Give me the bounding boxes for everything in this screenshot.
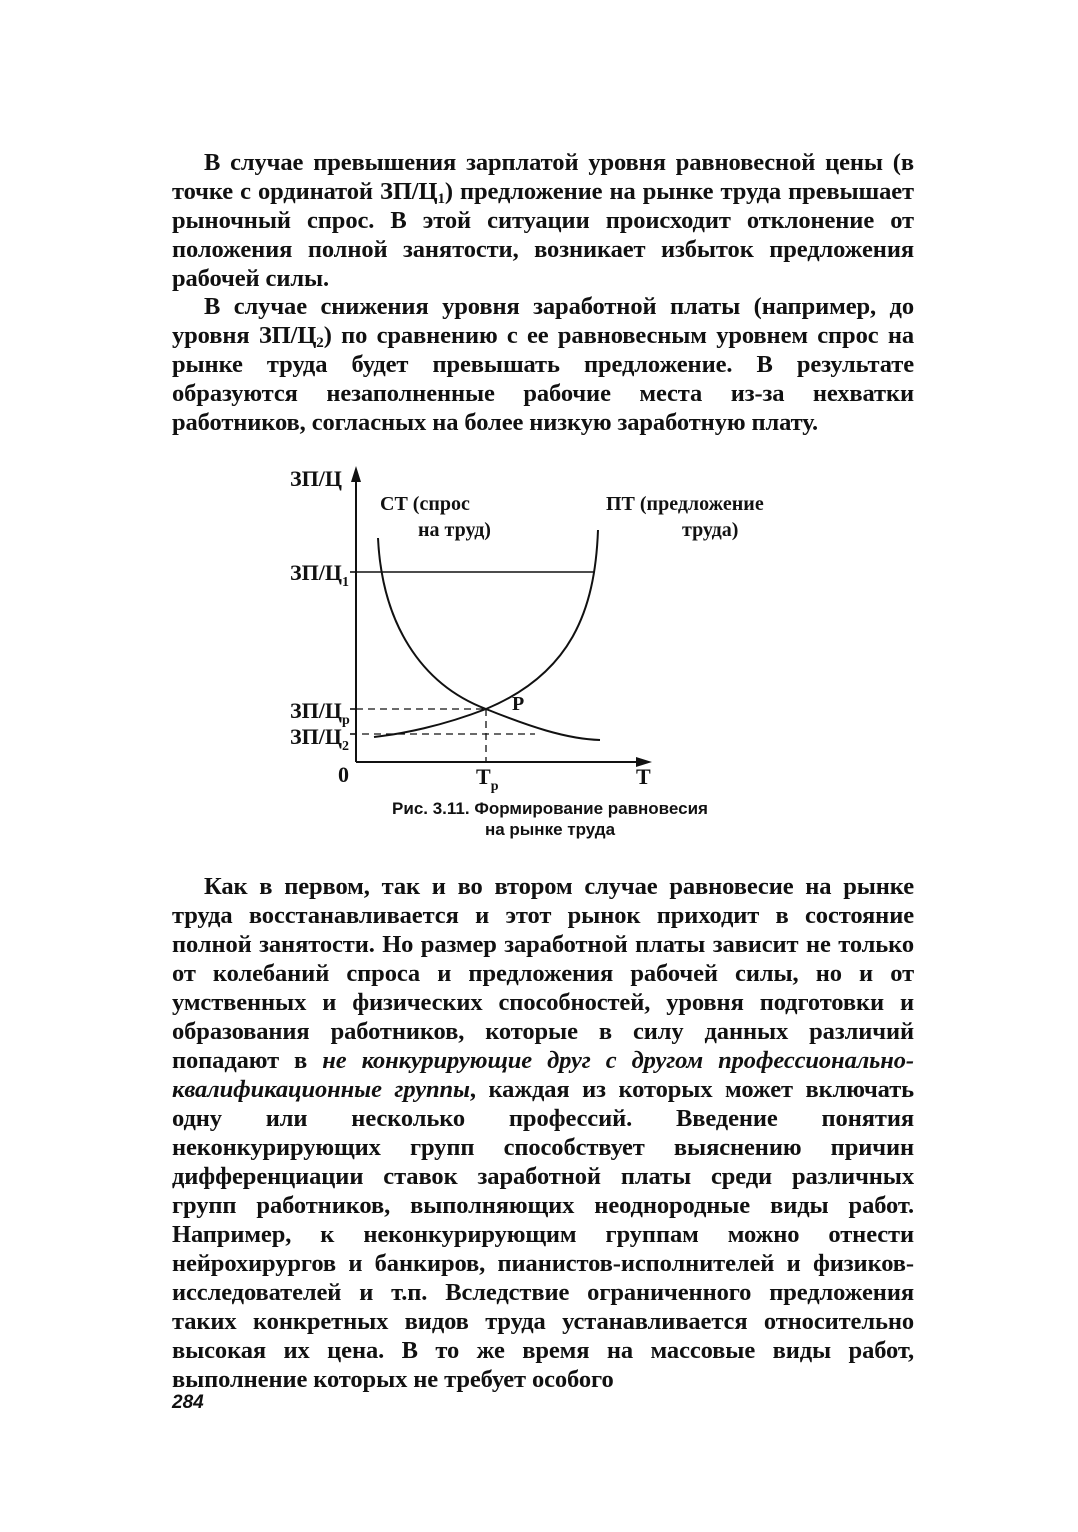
tick-subscript: р — [341, 713, 350, 728]
demand-label-line2: на труд) — [418, 519, 491, 541]
origin-label: 0 — [338, 762, 349, 787]
paragraph-noncompeting-groups — [172, 872, 914, 1394]
tick-text: ЗП/Ц — [290, 698, 342, 723]
tick-subscript: 1 — [341, 575, 349, 590]
supply-label-line2: труда) — [682, 519, 739, 541]
paragraph-text: Как в первом, так и во втором случае равновесие на рынке труда восстанавливается и этот рынок приходит в состояние полной занятости. Но размер заработной платы зависит не только от колебаний спроса и предложения рабочей силы, но и от умственных и физических способностей, уровня подготовки и образования работников, которые в силу данных различий попадают в — [172, 873, 914, 1074]
paragraph-shortage — [172, 292, 914, 437]
tick-subscript: 2 — [341, 739, 349, 754]
paragraph-text: В случае превышения зарплатой уровня равновесной цены (в точке с ординатой ЗП/Ц — [172, 149, 914, 205]
tick-subscript: р — [490, 779, 499, 794]
caption-line: на рынке труда — [484, 820, 616, 839]
paragraph-text: ) по сравнению с ее равновесным уровнем спрос на рынке труда будет превышать предложение. В результате образуются незаполненные рабочие места из-за нехватки работников, согласных на более низкую заработную плату. — [172, 322, 914, 436]
subscript: 1 — [437, 191, 445, 207]
equilibrium-diagram — [270, 462, 830, 797]
y-axis-label: ЗП/Ц — [290, 466, 342, 491]
tick-label-wage-2 — [290, 724, 349, 754]
paragraph-text: ) предложение на рынке труда превышает рыночный спрос. В этой ситуации происходит отклонение от положения полной занятости, возникает избыток предложения рабочей силы. — [172, 178, 914, 292]
caption-line: Рис. 3.11. Формирование равновесия — [392, 799, 708, 818]
subscript: 2 — [316, 335, 324, 351]
y-axis-arrow — [351, 466, 361, 482]
demand-label-line1: СТ (спрос — [380, 493, 470, 515]
labor-market-equilibrium-figure — [270, 462, 830, 847]
italic-term: не конкурирующие друг с другом профессионально-квалификационные группы — [172, 1047, 914, 1103]
tick-text: ЗП/Ц — [290, 560, 342, 585]
page-number: 284 — [172, 1392, 204, 1413]
tick-label-wage-1 — [290, 560, 349, 590]
tick-text: Т — [476, 764, 491, 789]
paragraph-text: , каждая из которых может включать одну или несколько профессий. Введение понятия неконкурирующих групп способствует выяснению причин дифференциации ставок заработной платы среди различных групп работников, выполняющих неоднородные виды работ. Например, к неконкурирующим группам можно отнести нейрохирургов и банкиров, пианистов-исполнителей и физиков-исследователей и т.п. Вследствие ограниченного предложения таких конкретных видов труда устанавливается относительно высокая их цена. В то же время на массовые виды работ, выполнение которых не требует особого — [172, 1076, 914, 1393]
tick-text: ЗП/Ц — [290, 724, 342, 749]
supply-curve — [374, 530, 598, 737]
demand-curve — [378, 538, 600, 740]
tick-label-quantity-equilibrium — [476, 764, 499, 794]
x-axis-label: Т — [636, 764, 651, 789]
supply-label-line1: ПТ (предложение — [606, 493, 764, 515]
paragraph-text: В случае снижения уровня заработной платы (например, до уровня ЗП/Ц — [172, 293, 914, 349]
figure-caption — [290, 798, 810, 840]
paragraph-surplus — [172, 148, 914, 293]
equilibrium-point-label: Р — [512, 693, 525, 715]
